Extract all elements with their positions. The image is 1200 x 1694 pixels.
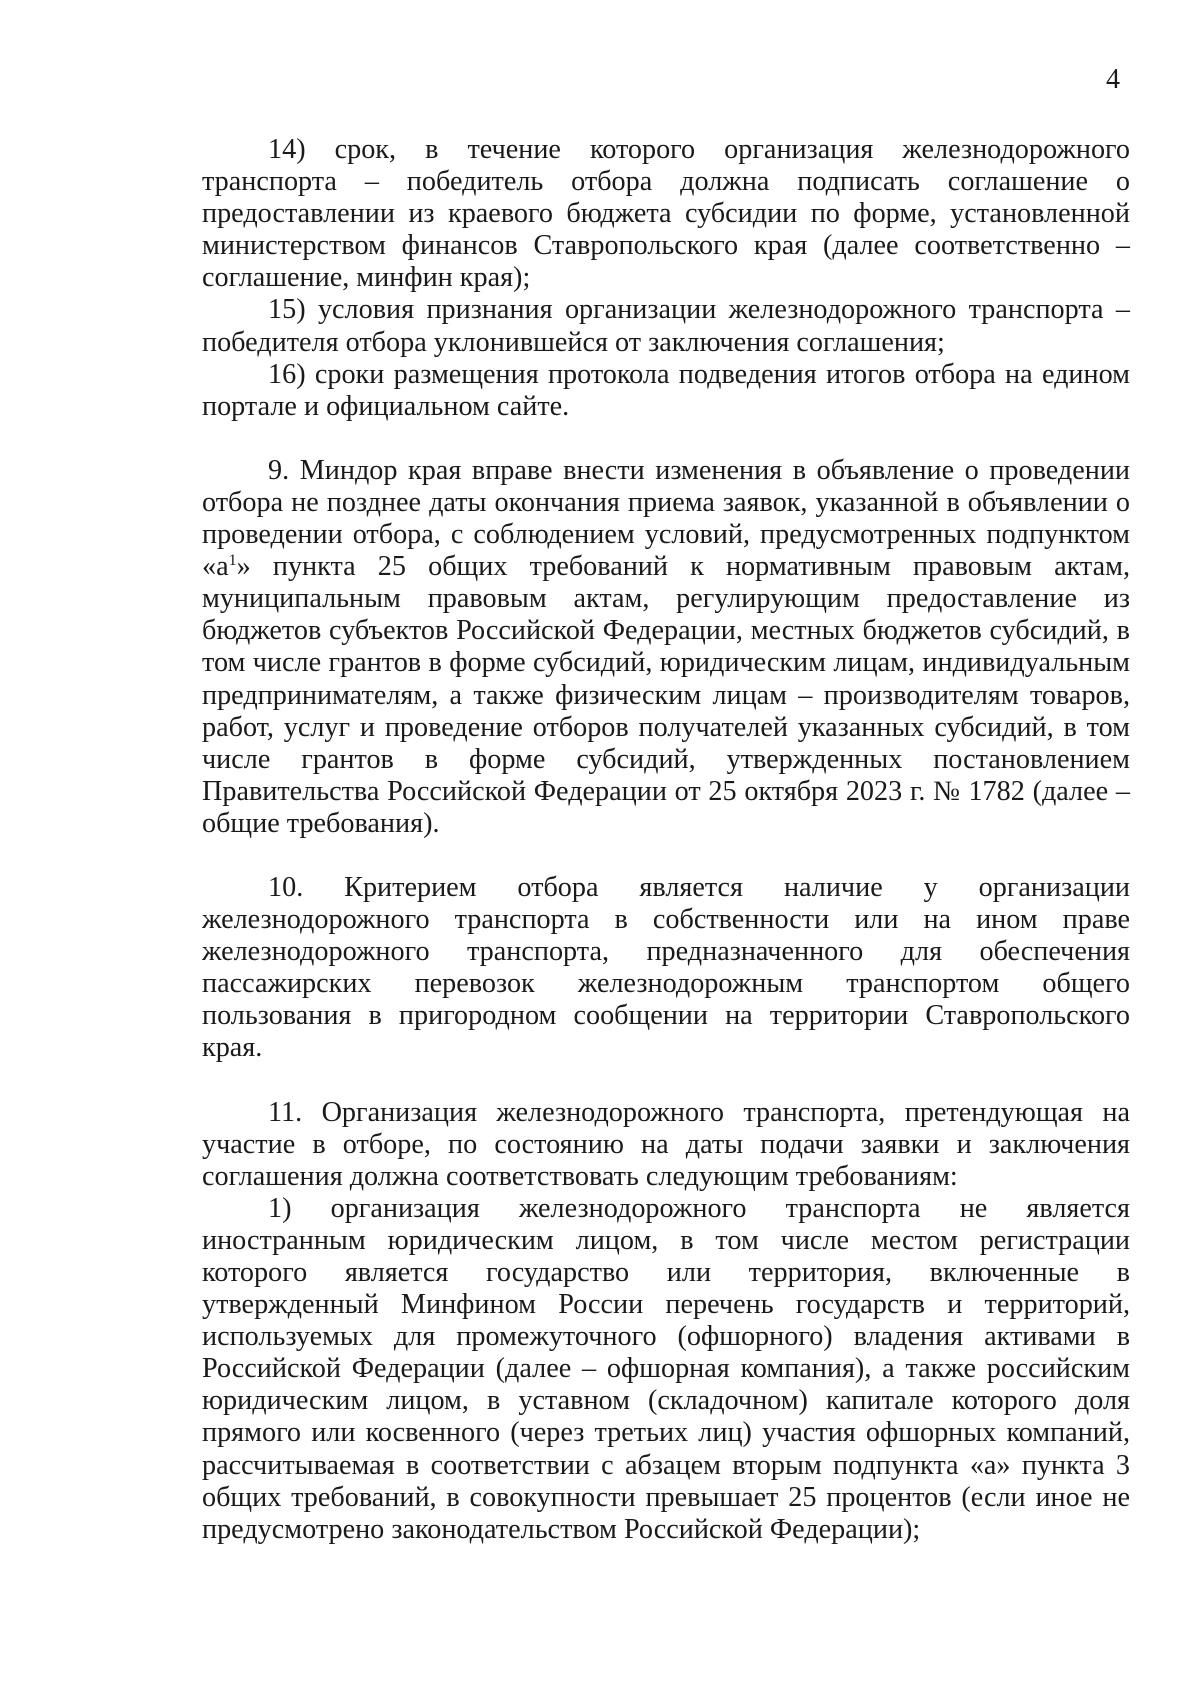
paragraph-9-text-start: 9. Миндор края вправе внести изменения в объявление о проведении отбора не позднее даты окончания приема заявок, указанной в объявлении о проведении отбора, с соблюдением условий, предусмотренных подпунктом «а <box>202 454 1130 583</box>
list-item-1: 1) организация железнодорожного транспорта не является иностранным юридическим лицом, в том числе местом регистрации которого является государство или территория, включенные в утвержденный Минфином России перечень государств и территорий, используемых для промежуточного (офшорного) владения активами в Российской Федерации (далее – офшорная компания), а также российским юридическим лицом, в уставном (складочном) капитале которого доля прямого или косвенного (через третьих лиц) участия офшорных компаний, рассчитываемая в соответствии с абзацем вторым подпункта «а» пункта 3 общих требований, в совокупности превышает 25 процентов (если иное не предусмотрено законодательством Российской Федерации); <box>202 1192 1130 1545</box>
page-number: 4 <box>1106 64 1120 95</box>
document-body <box>202 134 1130 1546</box>
superscript: 1 <box>228 552 237 570</box>
list-item-15: 15) условия признания организации железнодорожного транспорта – победителя отбора уклонившейся от заключения соглашения; <box>202 294 1130 358</box>
paragraph-11: 11. Организация железнодорожного транспорта, претендующая на участие в отборе, по состоянию на даты подачи заявки и заключения соглашения должна соответствовать следующим требованиям: <box>202 1096 1130 1192</box>
paragraph-9 <box>202 455 1130 840</box>
list-item-14: 14) срок, в течение которого организация железнодорожного транспорта – победитель отбора должна подписать соглашение о предоставлении из краевого бюджета субсидии по форме, установленной министерством финансов Ставропольского края (далее соответственно – соглашение, минфин края); <box>202 134 1130 294</box>
paragraph-9-text-end: » пункта 25 общих требований к нормативным правовым актам, муниципальным правовым актам, регулирующим предоставление из бюджетов субъектов Российской Федерации, местных бюджетов субсидий, в том числе грантов в форме субсидий, юридическим лицам, индивидуальным предпринимателям, а также физическим лицам – производителям товаров, работ, услуг и проведение отборов получателей указанных субсидий, в том числе грантов в форме субсидий, утвержденных постановлением Правительства Российской Федерации от 25 октября 2023 г. № 1782 (далее – общие требования). <box>202 551 1130 839</box>
list-item-16: 16) сроки размещения протокола подведения итогов отбора на едином портале и официальном сайте. <box>202 358 1130 422</box>
paragraph-10: 10. Критерием отбора является наличие у организации железнодорожного транспорта в собственности или на ином праве железнодорожного транспорта, предназначенного для обеспечения пассажирских перевозок железнодорожным транспортом общего пользования в пригородном сообщении на территории Ставропольского края. <box>202 871 1130 1064</box>
